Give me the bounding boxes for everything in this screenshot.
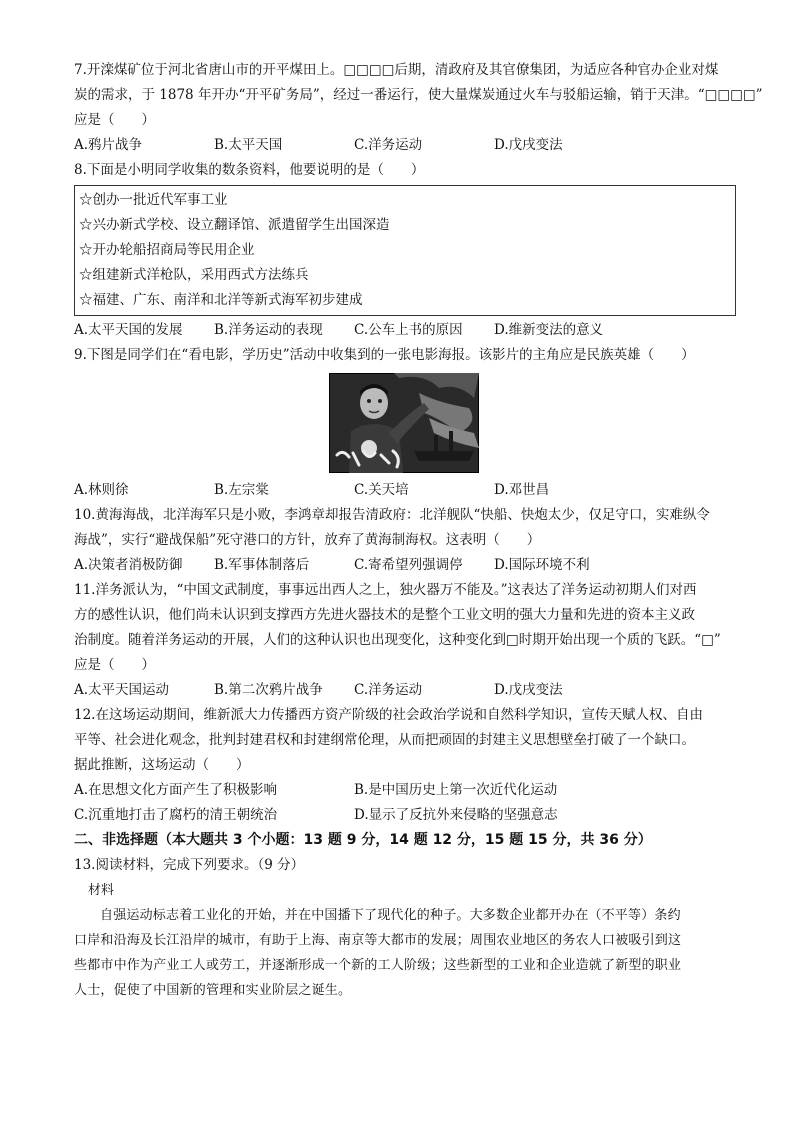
q13-material-line-2: 口岸和沿海及长江沿岸的城市，有助于上海、南京等大都市的发展；周围农业地区的务农人口被吸引到这 <box>74 933 682 948</box>
q11-option-c[interactable]: C.洋务运动 <box>354 682 423 698</box>
movie-poster-frame <box>74 368 734 478</box>
q7-line-2: 炭的需求，于 1878 年开办“开平矿务局”，经过一番运行，使大量煤炭通过火车与驳船运输，销于天津。“□□□□” <box>74 87 763 103</box>
q7-line-3: 应是（ ） <box>74 112 155 128</box>
q7-options <box>74 133 734 158</box>
question-11 <box>74 578 734 703</box>
q11-line-1: 11.洋务派认为，“中国文武制度，事事远出西人之上，独火器万不能及。”这表达了洋务运动初期人们对西 <box>74 582 697 598</box>
q11-option-d[interactable]: D.戊戌变法 <box>494 682 563 698</box>
q9-stem: 9.下图是同学们在“看电影，学历史”活动中收集到的一张电影海报。该影片的主角应是民族英雄（ ） <box>74 347 695 363</box>
question-8 <box>74 158 734 343</box>
q10-option-b[interactable]: B.军事体制落后 <box>214 557 310 573</box>
q10-option-c[interactable]: C.寄希望列强调停 <box>354 557 463 573</box>
q9-option-b[interactable]: B.左宗棠 <box>214 482 269 498</box>
question-12 <box>74 703 734 828</box>
q7-option-b[interactable]: B.太平天国 <box>214 137 283 153</box>
q12-line-1: 12.在这场运动期间，维新派大力传播西方资产阶级的社会政治学说和自然科学知识，宣传天赋人权、自由 <box>74 707 703 723</box>
q13-material-line-3: 些都市中作为产业工人或劳工，并逐渐形成一个新的工人阶级；这些新型的工业和企业造就了新型的职业 <box>74 958 682 973</box>
q8-box-item-1: ☆创办一批近代军事工业 <box>79 192 228 208</box>
q11-option-b[interactable]: B.第二次鸦片战争 <box>214 682 323 698</box>
q12-options-row-2 <box>74 803 734 828</box>
q7-option-a[interactable]: A.鸦片战争 <box>74 137 143 153</box>
q8-option-b[interactable]: B.洋务运动的表现 <box>214 322 323 338</box>
q12-option-a[interactable]: A.在思想文化方面产生了积极影响 <box>74 782 278 798</box>
q10-line-2: 海战”，实行“避战保船”死守港口的方针，放弃了黄海制海权。这表明（ ） <box>74 532 541 548</box>
section-2-heading: 二、非选择题（本大题共 3 个小题：13 题 9 分，14 题 12 分，15 题 15 分，共 36 分） <box>74 832 652 848</box>
q8-box-item-4: ☆组建新式洋枪队，采用西式方法练兵 <box>79 267 309 283</box>
question-9 <box>74 343 734 503</box>
question-10 <box>74 503 734 578</box>
q12-line-3: 据此推断，这场运动（ ） <box>74 757 250 773</box>
q10-line-1: 10.黄海海战，北洋海军只是小败，李鸿章却报告清政府：北洋舰队“快船、快炮太少，仅足守口，实难纵令 <box>74 507 710 523</box>
q9-options <box>74 478 734 503</box>
q7-option-c[interactable]: C.洋务运动 <box>354 137 423 153</box>
q10-options <box>74 553 734 578</box>
q8-option-a[interactable]: A.太平天国的发展 <box>74 322 183 338</box>
question-13 <box>74 853 734 1003</box>
q8-box-item-5: ☆福建、广东、南洋和北洋等新式海军初步建成 <box>79 292 363 308</box>
movie-poster-image <box>329 373 479 473</box>
q11-option-a[interactable]: A.太平天国运动 <box>74 682 170 698</box>
q9-option-d[interactable]: D.邓世昌 <box>494 482 550 498</box>
q8-options <box>74 318 734 343</box>
q8-option-d[interactable]: D.维新变法的意义 <box>494 322 604 338</box>
q8-box-item-3: ☆开办轮船招商局等民用企业 <box>79 242 255 258</box>
q11-line-3: 治制度。随着洋务运动的开展，人们的这种认识也出现变化，这种变化到□时期开始出现一个质的飞跃。“□” <box>74 632 721 648</box>
q11-options <box>74 678 734 703</box>
q12-option-b[interactable]: B.是中国历史上第一次近代化运动 <box>354 782 558 798</box>
q8-box-item-2: ☆兴办新式学校、设立翻译馆、派遣留学生出国深造 <box>79 217 390 233</box>
q12-option-c[interactable]: C.沉重地打击了腐朽的清王朝统治 <box>74 807 278 823</box>
q12-line-2: 平等、社会进化观念，批判封建君权和封建纲常伦理，从而把顽固的封建主义思想壁垒打破了一个缺口。 <box>74 732 695 748</box>
q12-options-row-1 <box>74 778 734 803</box>
q9-option-a[interactable]: A.林则徐 <box>74 482 129 498</box>
q7-option-d[interactable]: D.戊戌变法 <box>494 137 563 153</box>
q11-line-4: 应是（ ） <box>74 657 155 673</box>
exam-page <box>74 58 763 1003</box>
q11-line-2: 方的感性认识，他们尚未认识到支撑西方先进火器技术的是整个工业文明的强大力量和先进的资本主义政 <box>74 607 695 623</box>
q8-option-c[interactable]: C.公车上书的原因 <box>354 322 463 338</box>
q8-material-box <box>74 185 736 316</box>
q13-material-line-4: 人士，促使了中国新的管理和实业阶层之诞生。 <box>74 983 352 998</box>
q12-option-d[interactable]: D.显示了反抗外来侵略的坚强意志 <box>354 807 558 823</box>
q13-material-line-1: 自强运动标志着工业化的开始，并在中国播下了现代化的种子。大多数企业都开办在（不平等）条约 <box>100 908 681 923</box>
q9-option-c[interactable]: C.关天培 <box>354 482 409 498</box>
q7-line-1: 7.开滦煤矿位于河北省唐山市的开平煤田上。□□□□后期，清政府及其官僚集团，为适应各种官办企业对煤 <box>74 62 719 78</box>
q10-option-a[interactable]: A.决策者消极防御 <box>74 557 183 573</box>
question-7 <box>74 58 763 158</box>
q8-stem: 8.下面是小明同学收集的数条资料，他要说明的是（ ） <box>74 162 425 178</box>
q13-stem: 13.阅读材料，完成下列要求。（9 分） <box>74 857 305 873</box>
q10-option-d[interactable]: D.国际环境不利 <box>494 557 590 573</box>
q13-material-label: 材料 <box>88 883 115 898</box>
